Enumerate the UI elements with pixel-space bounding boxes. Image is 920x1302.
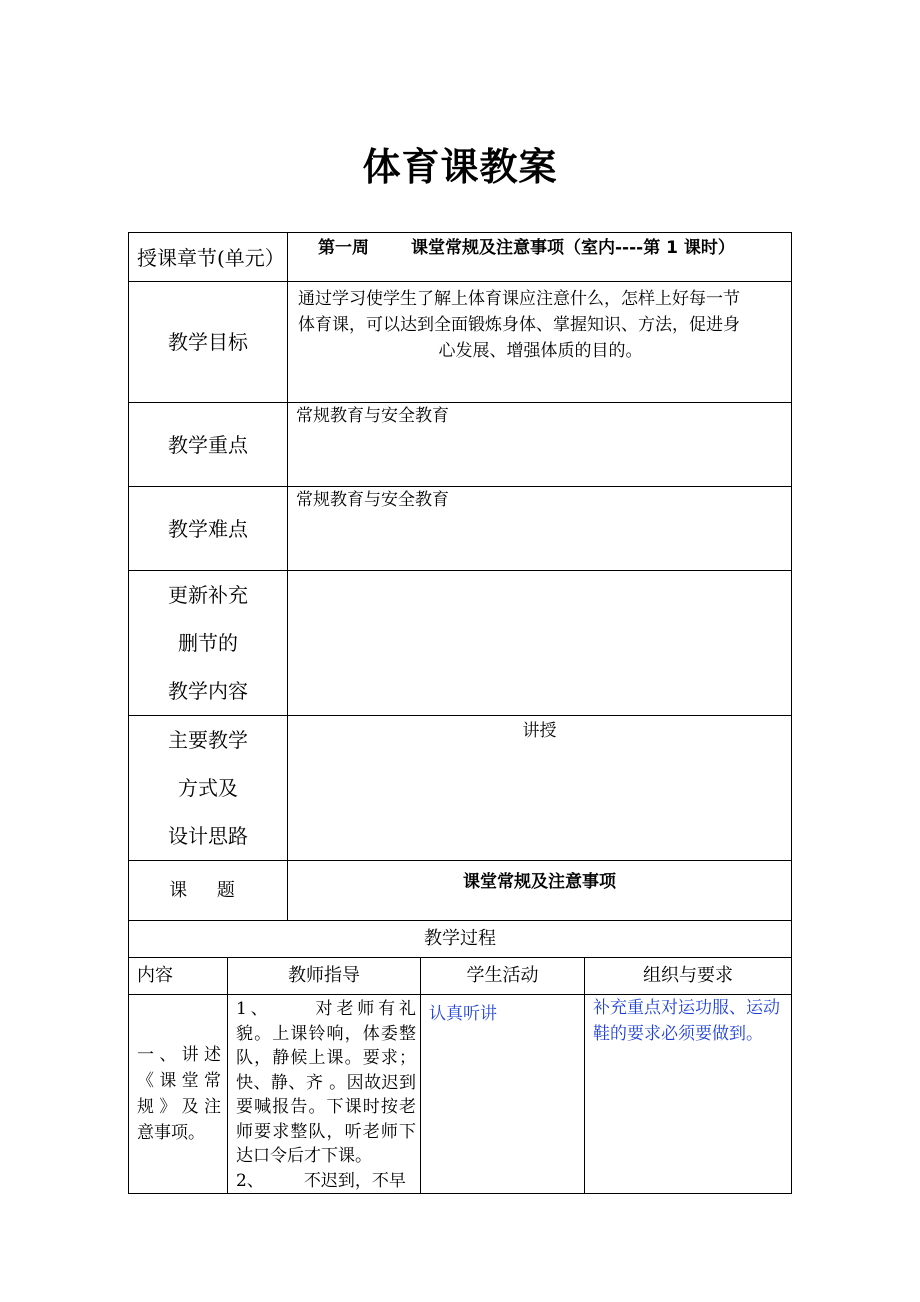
process-content: 一、讲述《课堂常规》及注意事项。 (129, 995, 228, 1194)
chapter-topic: 课堂常规及注意事项（室内----第 1 课时） (411, 238, 735, 258)
method-label-line-3: 设计思路 (168, 824, 248, 848)
key-points-value: 常规教育与安全教育 (288, 403, 792, 487)
teacher-item-2-text: 不迟到，不早 (303, 1170, 406, 1191)
method-label (129, 716, 288, 861)
supplement-label (129, 571, 288, 716)
process-row (129, 995, 792, 1194)
document-title: 体育课教案 (362, 145, 558, 189)
lesson-plan-table (128, 232, 792, 1194)
topic-value: 课堂常规及注意事项 (288, 861, 792, 921)
chapter-row (129, 233, 792, 282)
process-requirements: 补充重点对运功服、运动鞋的要求必须要做到。 (585, 995, 792, 1194)
goals-value (288, 282, 792, 403)
chapter-label: 授课章节(单元） (129, 233, 288, 282)
key-points-label: 教学重点 (129, 403, 288, 487)
difficulties-label: 教学难点 (129, 487, 288, 571)
supplement-row (129, 571, 792, 716)
process-header-row (129, 958, 792, 995)
method-label-line-1: 主要教学 (168, 728, 248, 752)
difficulties-value: 常规教育与安全教育 (288, 487, 792, 571)
topic-row (129, 861, 792, 921)
teacher-item-1-text: 对老师有礼貌。上课铃响，体委整队，静候上课。要求；快、静、齐 。因故迟到要喊报告。下课时按老师要求整队，听老师下达口令后才下课。 (236, 999, 417, 1166)
goals-line-2: 体育课，可以达到全面锻炼身体、掌握知识、方法，促进身 (298, 315, 740, 335)
teacher-item-1-num: 1、 (236, 999, 272, 1019)
header-content: 内容 (129, 958, 228, 995)
goals-line-3: 心发展、增强体质的目的。 (438, 341, 643, 361)
process-teacher (228, 995, 421, 1194)
difficulties-row (129, 487, 792, 571)
method-value: 讲授 (288, 716, 792, 861)
supplement-label-line-2: 删节的 (178, 631, 238, 655)
chapter-value (288, 233, 792, 282)
chapter-week: 第一周 (318, 238, 369, 258)
supplement-value (288, 571, 792, 716)
process-title: 教学过程 (129, 921, 792, 958)
topic-label: 课 题 (129, 861, 288, 921)
supplement-label-line-3: 教学内容 (168, 679, 248, 703)
header-teacher: 教师指导 (228, 958, 421, 995)
process-title-row (129, 921, 792, 958)
goals-label: 教学目标 (129, 282, 288, 403)
method-label-line-2: 方式及 (178, 776, 238, 800)
method-row (129, 716, 792, 861)
key-points-row (129, 403, 792, 487)
supplement-label-line-1: 更新补充 (168, 583, 248, 607)
teacher-item-2-num: 2、 (236, 1170, 264, 1191)
goals-row (129, 282, 792, 403)
header-requirements: 组织与要求 (585, 958, 792, 995)
process-student: 认真听讲 (421, 995, 585, 1194)
header-student: 学生活动 (421, 958, 585, 995)
goals-line-1: 通过学习使学生了解上体育课应注意什么，怎样上好每一节 (298, 289, 740, 309)
